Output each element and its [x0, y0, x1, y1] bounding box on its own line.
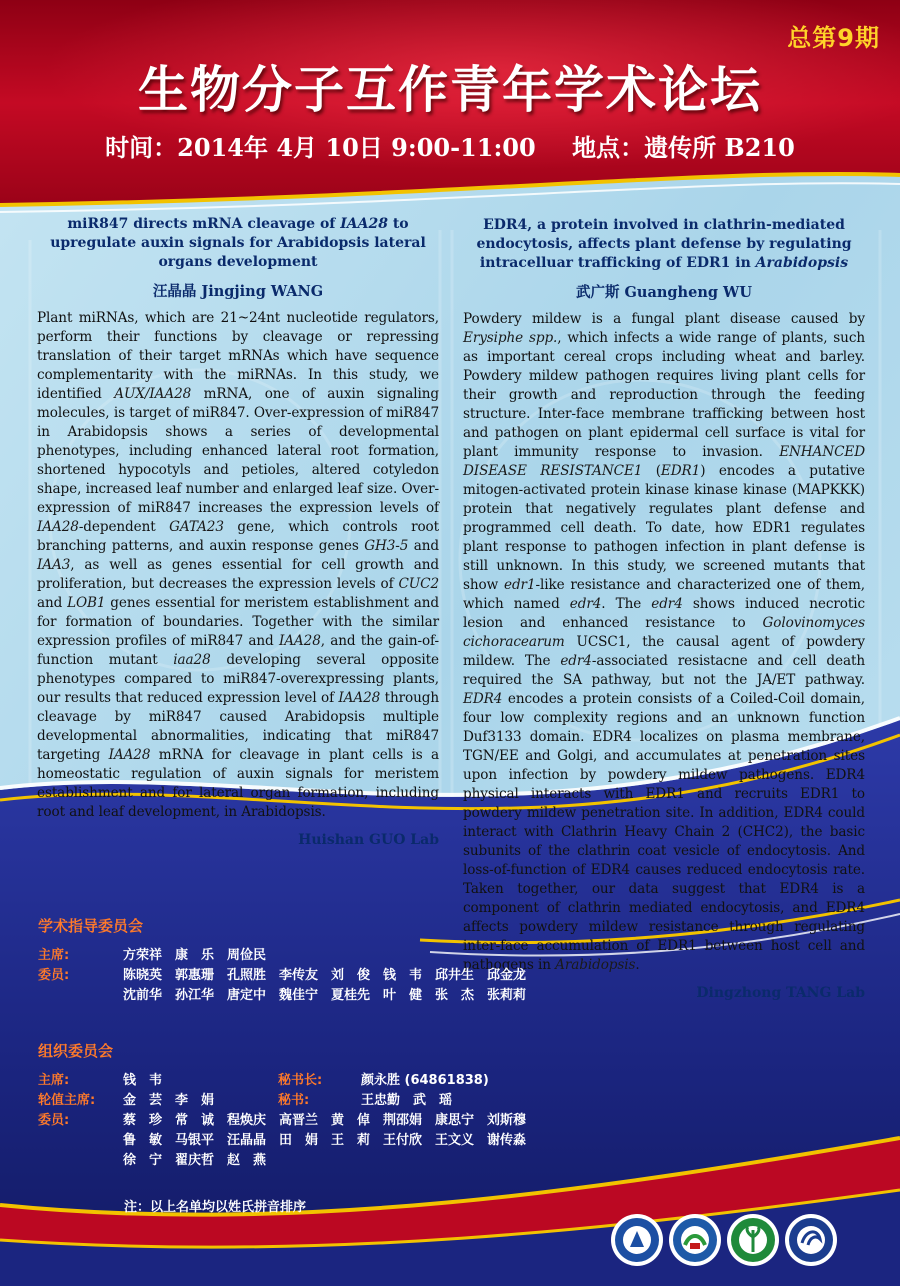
- organizing-chair-row: [38, 1069, 638, 1089]
- abstract-segment: GH3-5: [364, 538, 409, 554]
- abstract-segment: gene, which controls root branching patterns, and auxin response genes: [37, 519, 440, 554]
- abstract-segment: and: [37, 595, 68, 611]
- abstract-segment: IAA28: [37, 519, 79, 535]
- abstract-segment: IAA28: [108, 747, 151, 763]
- event-info: [0, 128, 900, 163]
- abstract-segment: (: [642, 463, 661, 479]
- right-title-gene: Arabidopsis: [755, 255, 849, 271]
- abstract-segment: CUC2: [398, 576, 439, 592]
- abstract-segment: Arabidopsis: [555, 957, 636, 973]
- abstract-segment: , as well as genes essential for cell growth and proliferation, but decreases the expression levels of: [37, 557, 439, 592]
- organizing-members-line2: 鲁 敏 马银平 汪晶晶 田 娟 王 莉 王付欣 王文义 谢传淼: [123, 1133, 527, 1148]
- secretary-general-label: 秘书长:: [278, 1073, 323, 1088]
- abstract-segment: Erysiphe spp.: [463, 330, 558, 346]
- abstract-segment: through cleavage by miR847 caused Arabidopsis multiple developmental abnormalities, indicating that miR847 targeting: [37, 690, 439, 763]
- abstract-segment: Powdery mildew is a fungal plant disease caused by: [463, 311, 865, 327]
- abstract-segment: edr1: [504, 577, 536, 593]
- abstract-segment: AUX/IAA28: [114, 386, 192, 402]
- event-time: 时间：2014年 4月 10日 9:00-11:00: [105, 133, 536, 162]
- abstract-segment: developing several opposite phenotypes compared to miR847-overexpressing plants, our results that reduced expression level of: [37, 652, 439, 706]
- institute-logo-1: [610, 1213, 664, 1267]
- abstract-segment: -dependent: [78, 519, 170, 535]
- left-title-gene: IAA28: [340, 216, 388, 232]
- rotating-chair-label: 轮值主席:: [38, 1093, 96, 1108]
- secretary-general-names: 颜永胜 (64861838): [361, 1073, 489, 1088]
- institute-logo-2: [668, 1213, 722, 1267]
- abstract-segment: EDR4: [463, 691, 503, 707]
- academic-members-label: 委员:: [38, 968, 70, 983]
- academic-chair-names: 方荣祥 康 乐 周俭民: [123, 948, 267, 963]
- right-article: [463, 216, 865, 1001]
- academic-members-row-2: [38, 984, 638, 1004]
- right-title-pre: EDR4, a protein involved in clathrin-mediated endocytosis, affects plant defense by regulating intracelluar trafficking of EDR1 in: [476, 217, 852, 271]
- left-title-pre: miR847 directs mRNA cleavage of: [67, 216, 341, 232]
- abstract-segment: encodes a protein consists of a Coiled-Coil domain, four low complexity regions and an unknown function Duf3133 domain. EDR4 localizes on plasma membrane, TGN/EE and Golgi, and accumulates at penetration sites upon infection by powdery mildew pathogens. EDR4 physical interacts with EDR1 and recruits EDR1 to powdery mildew penetration site. In addition, EDR4 could interact with Clathrin Heavy Chain 2 (CHC2), the basic subunits of the clathrin coat vesicle of endocytosis. And loss-of-function of EDR4 causes reduced endocytosis rate. Taken together, our data suggest that EDR4 is a component of clathrin mediated endocytosis, and EDR4 affects powdery mildew resistance through regulating inter-face accumulation of EDR1 between host cell and pathogens in: [463, 691, 865, 973]
- organizing-members-row: [38, 1109, 638, 1129]
- sorting-note: 注：以上名单均以姓氏拼音排序: [124, 1200, 307, 1215]
- abstract-segment: and: [408, 538, 439, 554]
- secretary-label: 秘书:: [278, 1093, 310, 1108]
- abstract-segment: , and the gain-of-function mutant: [37, 633, 440, 668]
- abstract-segment: ) encodes a putative mitogen-activated protein kinase kinase kinase (MAPKKK) protein that negatively regulates plant defense and programmed cell death. To date, how EDR1 regulates plant response to pathogen infection in plant defense is still unknown. In this study, we screened mutants that show: [463, 463, 865, 593]
- abstract-segment: . The: [601, 596, 652, 612]
- organizing-chair-label: 主席:: [38, 1073, 70, 1088]
- abstract-segment: edr4: [651, 596, 683, 612]
- organizing-members-row-3: [38, 1149, 638, 1169]
- abstract-segment: IAA28: [338, 690, 381, 706]
- right-article-author: 武广斯 Guangheng WU: [576, 284, 752, 301]
- abstract-segment: genes essential for meristem establishment and for formation of boundaries. Together with the similar expression profiles of miR847 and: [37, 595, 440, 649]
- organizing-committee-heading: 组织委员会: [38, 1042, 114, 1060]
- secretary-names: 王忠勤 武 瑶: [361, 1093, 453, 1108]
- issue-number: 总第9期: [787, 24, 880, 52]
- abstract-segment: edr4: [560, 653, 592, 669]
- abstract-segment: GATA23: [169, 519, 224, 535]
- right-article-abstract: [463, 310, 865, 975]
- abstract-segment: .: [635, 957, 640, 973]
- organizing-members-row-2: [38, 1129, 638, 1149]
- abstract-segment: iaa28: [173, 652, 211, 668]
- abstract-segment: ENHANCED DISEASE RESISTANCE1: [463, 444, 865, 479]
- abstract-segment: edr4: [569, 596, 602, 612]
- left-article-title: [37, 215, 439, 272]
- left-article-abstract: [37, 309, 439, 822]
- abstract-segment: Golovinomyces cichoracearum: [463, 615, 865, 650]
- academic-chair-label: 主席:: [38, 948, 70, 963]
- left-article-author: 汪晶晶 Jingjing WANG: [152, 283, 324, 300]
- academic-members-line1: 陈晓英 郭惠珊 孔照胜 李传友 刘 俊 钱 韦 邱井生 邱金龙: [123, 968, 527, 983]
- right-article-title: [463, 216, 865, 273]
- abstract-segment: EDR1: [660, 463, 701, 479]
- right-article-lab: Dingzhong TANG Lab: [696, 985, 865, 1001]
- abstract-segment: -associated resistacne and cell death required the SA pathway, but not the JA/ET pathway.: [463, 653, 866, 688]
- committees: [38, 915, 638, 1169]
- organizing-members-line1: 蔡 珍 常 诚 程焕庆 高晋兰 黄 倬 荆邵娟 康思宁 刘斯穆: [123, 1113, 527, 1128]
- institute-logo-3: [726, 1213, 780, 1267]
- left-article-lab: Huishan GUO Lab: [298, 832, 439, 848]
- left-title-post: to upregulate auxin signals for Arabidopsis lateral organs development: [50, 216, 426, 270]
- rotating-chair-names: 金 芸 李 娟: [123, 1093, 215, 1108]
- abstract-segment: , which infects a wide range of plants, such as important cereal crops including wheat and barley. Powdery mildew pathogen requires living plant cells for their growth and reproduction through the feeding structure. Inter-face membrane trafficking between host and pathogen on plant epidermal cell surface is vital for plant immunity response to invasion.: [463, 330, 866, 460]
- abstract-segment: LOB1: [67, 595, 106, 611]
- academic-members-row: [38, 964, 638, 984]
- organizing-members-label: 委员:: [38, 1113, 70, 1128]
- academic-chair-row: [38, 944, 638, 964]
- institute-logo-4: [784, 1213, 838, 1267]
- event-location: 地点：遗传所 B210: [572, 133, 795, 162]
- organizing-chair-names: 钱 韦: [123, 1073, 163, 1088]
- abstract-segment: IAA28: [278, 633, 321, 649]
- forum-title: 生物分子互作青年学术论坛: [138, 61, 762, 119]
- abstract-segment: -like resistance and characterized one of them, which named: [463, 577, 866, 612]
- abstract-segment: mRNA, one of auxin signaling molecules, is target of miR847. Over-expression of miR847 in Arabidopsis shows a series of developmental phenotypes, including enhanced lateral root formation, shortened hypocotyls and petioles, altered cotyledon shape, increased leaf number and enlarged leaf size. Over-expression of miR847 increases the expression levels of: [37, 386, 439, 516]
- academic-committee-heading: 学术指导委员会: [38, 917, 144, 935]
- abstract-segment: shows induced necrotic lesion and enhanced resistance to: [463, 596, 865, 631]
- left-article: [37, 215, 439, 848]
- abstract-segment: mRNA for cleavage in plant cells is a homeostatic regulation of auxin signals for meristem establishment and for lateral organ formation, including root and leaf development, in Arabidopsis.: [37, 747, 439, 820]
- abstract-segment: IAA3: [37, 557, 71, 573]
- academic-members-line2: 沈前华 孙江华 唐定中 魏佳宁 夏桂先 叶 健 张 杰 张莉莉: [123, 988, 527, 1003]
- abstract-segment: UCSC1, the causal agent of powdery mildew. The: [463, 634, 865, 669]
- organizing-members-line3: 徐 宁 翟庆哲 赵 燕: [123, 1153, 267, 1168]
- rotating-chair-row: [38, 1089, 638, 1109]
- abstract-segment: Plant miRNAs, which are 21~24nt nucleotide regulators, perform their functions by cleavage or repressing translation of their target mRNAs which have sequence complementarity with the miRNAs. In this study, we identified: [37, 310, 439, 402]
